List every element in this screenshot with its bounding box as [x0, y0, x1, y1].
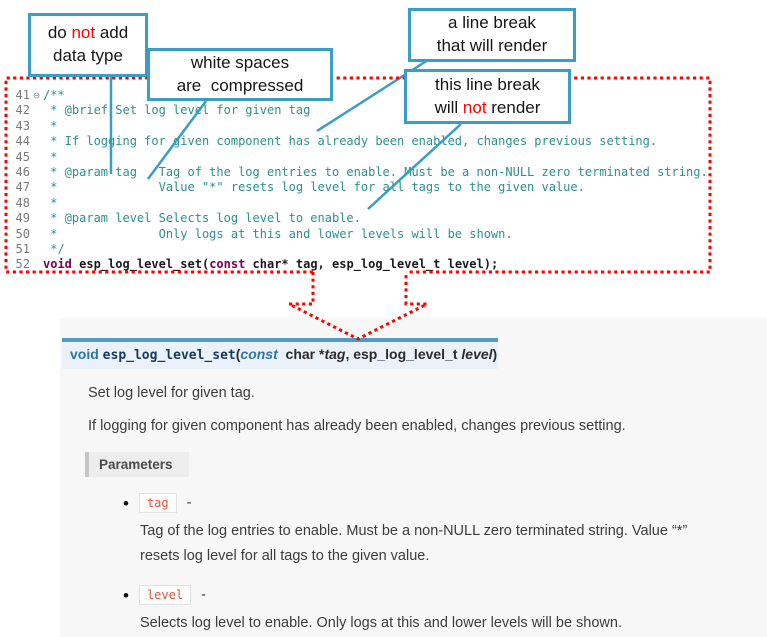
code-line-50: [10, 227, 708, 242]
signature-token: ,: [345, 346, 354, 362]
line-number: 48: [15, 195, 30, 210]
param-description: Selects log level to enable. Only logs at this and lower levels will be shown.: [140, 615, 622, 631]
line-number: 44: [15, 134, 30, 149]
signature-token: esp_log_level_t: [353, 346, 462, 362]
callout-do-not-add-data-type: [28, 13, 148, 77]
line-number: 52: [15, 257, 30, 272]
parameters-list: [60, 492, 767, 636]
code-token: *: [43, 118, 58, 133]
line-number: 51: [15, 241, 30, 256]
code-line-46: [10, 165, 708, 180]
callout-text: white spaces: [190, 52, 290, 72]
code-token: * @brief Set log level for given tag: [43, 103, 311, 118]
code-token: *: [43, 195, 58, 210]
callout-white-spaces-compressed: [147, 48, 333, 101]
code-token: * @param tag Tag of the log entries to enable. Must be a non-NULL zero terminated string.: [43, 164, 708, 179]
emphasis-not: not: [71, 23, 96, 43]
callout-line-break-will-not-render: [404, 69, 571, 124]
line-number: 42: [15, 103, 30, 118]
code-token: * Value "*" resets log level for all tags to the given value.: [43, 180, 585, 195]
emphasis-not: not: [462, 97, 487, 117]
signature-token: char *: [277, 346, 325, 362]
rendered-doc-panel: [60, 318, 767, 637]
code-line-48: [10, 196, 708, 211]
code-line-41: [10, 88, 708, 103]
code-line-44: [10, 134, 708, 149]
fold-collapse-icon[interactable]: ⊖: [33, 89, 40, 102]
param-name-chip: tag: [139, 493, 177, 513]
line-number: 46: [15, 164, 30, 179]
signature-token: (: [235, 346, 241, 362]
code-line-43: [10, 119, 708, 134]
code-token: /**: [43, 88, 65, 102]
line-number: 45: [15, 149, 30, 164]
signature-token: void: [70, 346, 103, 362]
callout-text: do not add: [47, 23, 129, 43]
brief-text: Set log level for given tag.: [88, 385, 255, 401]
line-number: 50: [15, 226, 30, 241]
line-number: 43: [15, 118, 30, 133]
code-token: const: [209, 257, 246, 272]
line-number: 47: [15, 180, 30, 195]
param-item-tag: [123, 492, 767, 569]
code-token: */: [43, 241, 65, 256]
code-line-52: [10, 257, 708, 272]
param-separator: -: [186, 495, 192, 511]
callout-text: a line break: [448, 13, 536, 33]
param-separator: -: [201, 587, 206, 603]
param-name-chip: level: [139, 585, 191, 605]
param-head: [123, 584, 767, 606]
signature-token: ): [492, 346, 498, 362]
signature-token: level: [461, 346, 493, 362]
code-token: esp_log_level_set(: [71, 257, 210, 272]
code-token: char* tag, esp_log_level_t level);: [245, 257, 499, 272]
param-head: [123, 492, 767, 514]
code-token: * If logging for given component has already been enabled, changes previous setting.: [43, 134, 658, 149]
parameters-heading: Parameters: [85, 452, 189, 477]
code-editor-region[interactable]: [10, 88, 708, 273]
code-token: * @param level Selects log level to enable.: [43, 211, 361, 226]
callout-text: that will render: [436, 36, 548, 55]
code-line-42: [10, 103, 708, 118]
callout-text: this line break: [435, 74, 540, 94]
signature-token: tag: [324, 346, 346, 362]
code-token: *: [43, 149, 58, 164]
callout-line-break-will-render: [408, 8, 576, 62]
line-number: 41: [15, 88, 30, 102]
param-item-level: [123, 584, 767, 636]
description-text: If logging for given component has already been enabled, changes previous setting.: [88, 418, 626, 434]
code-line-47: [10, 180, 708, 195]
code-line-51: [10, 242, 708, 257]
code-line-49: [10, 211, 708, 226]
callout-text: will not render: [434, 97, 541, 117]
code-line-45: [10, 150, 708, 165]
bullet-icon: •: [123, 493, 129, 513]
line-number: 49: [15, 211, 30, 226]
code-token: void: [43, 257, 72, 272]
signature-token: const: [240, 346, 278, 362]
code-token: * Only logs at this and lower levels will be shown.: [43, 226, 513, 241]
function-signature: [62, 338, 498, 369]
callout-text: are compressed: [176, 75, 304, 95]
bullet-icon: •: [123, 585, 129, 605]
signature-token: esp_log_level_set: [102, 348, 236, 363]
param-description: Tag of the log entries to enable. Must be a non-NULL zero terminated string. Value “*” resets log level for all tags to the given value.: [140, 523, 688, 564]
callout-text: data type: [53, 46, 123, 65]
